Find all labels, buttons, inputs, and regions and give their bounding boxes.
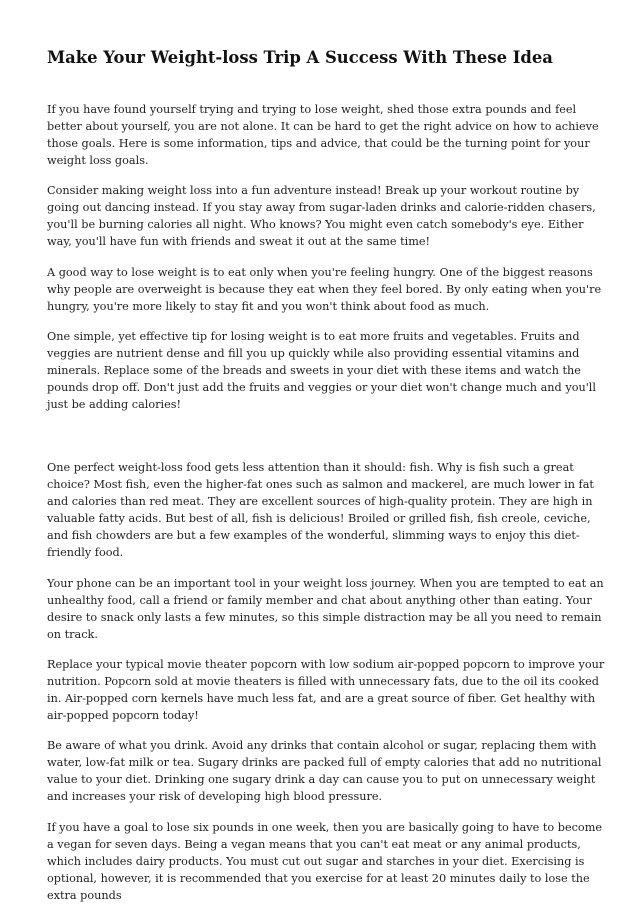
paragraph-intro: If you have found yourself trying and trying to lose weight, shed those extra pounds and feel better about yourself, you are not alone. It can be hard to get the right advice on how to achieve those goals. Here is some information, tips and advice, that could be the turning point for your weight loss goals. [47,103,599,167]
paragraph-fruits-vegetables: One simple, yet effective tip for losing weight is to eat more fruits and vegetables. Fruits and veggies are nutrient dense and fill you up quickly while also providing essential vitamins and minerals. Replace some of the breads and sweets in your diet with these items and watch the pounds drop off. Don't just add the fruits and veggies or your diet won't change much and you'll just be adding calories! [47,330,596,412]
document-page [47,46,607,917]
paragraph-eat-when-hungry: A good way to lose weight is to eat only when you're feeling hungry. One of the biggest reasons why people are overweight is because they eat when they feel bored. By only eating when you're hungry, you're more likely to stay fit and you won't think about food as much. [47,265,602,313]
paragraph-fish: One perfect weight-loss food gets less attention than it should: fish. Why is fish such a great choice? Most fish, even the higher-fat ones such as salmon and mackerel, are much lower in fat and calories than red meat. They are excellent sources of high-quality protein. They are high in valuable fatty acids. But best of all, fish is delicious! Broiled or grilled fish, fish creole, ceviche, and fish chowders are but a few examples of the wonderful, slimming ways to enjoy this diet-friendly food. [47,461,594,560]
paragraph-popcorn: Replace your typical movie theater popcorn with low sodium air-popped popcorn to improve your nutrition. Popcorn sold at movie theaters is filled with unnecessary fats, due to the oil its cooked in. Air-popped corn kernels have much less fat, and are a great source of fiber. Get healthy with air-popped popcorn today! [47,657,605,722]
paragraph-drinks: Be aware of what you drink. Avoid any drinks that contain alcohol or sugar, replacing them with water, low-fat milk or tea. Sugary drinks are packed full of empty calories that add no nutritional value to your diet. Drinking one sugary drink a day can cause you to put on unnecessary weight and increases your risk of developing high blood pressure. [47,739,602,804]
page-title: Make Your Weight-loss Trip A Success With These Idea [47,48,553,67]
paragraph-phone: Your phone can be an important tool in your weight loss journey. When you are tempted to eat an unhealthy food, call a friend or family member and chat about anything other than eating. Your desire to snack only lasts a few minutes, so this simple distraction may be all you need to remain on track. [47,576,604,641]
paragraph-fun-adventure: Consider making weight loss into a fun adventure instead! Break up your workout routine by going out dancing instead. If you stay away from sugar-laden drinks and calorie-ridden chasers, you'll be burning calories all night. Who knows? You might even catch somebody's eye. Either way, you'll have fun with friends and sweat it out at the same time! [47,184,596,249]
paragraph-vegan: If you have a goal to lose six pounds in one week, then you are basically going to have to become a vegan for seven days. Being a vegan means that you can't eat meat or any animal products, which includes dairy products. You must cut out sugar and starches in your diet. Exercising is optional, however, it is recommended that you exercise for at least 20 minutes daily to lose the extra pounds [47,820,603,902]
